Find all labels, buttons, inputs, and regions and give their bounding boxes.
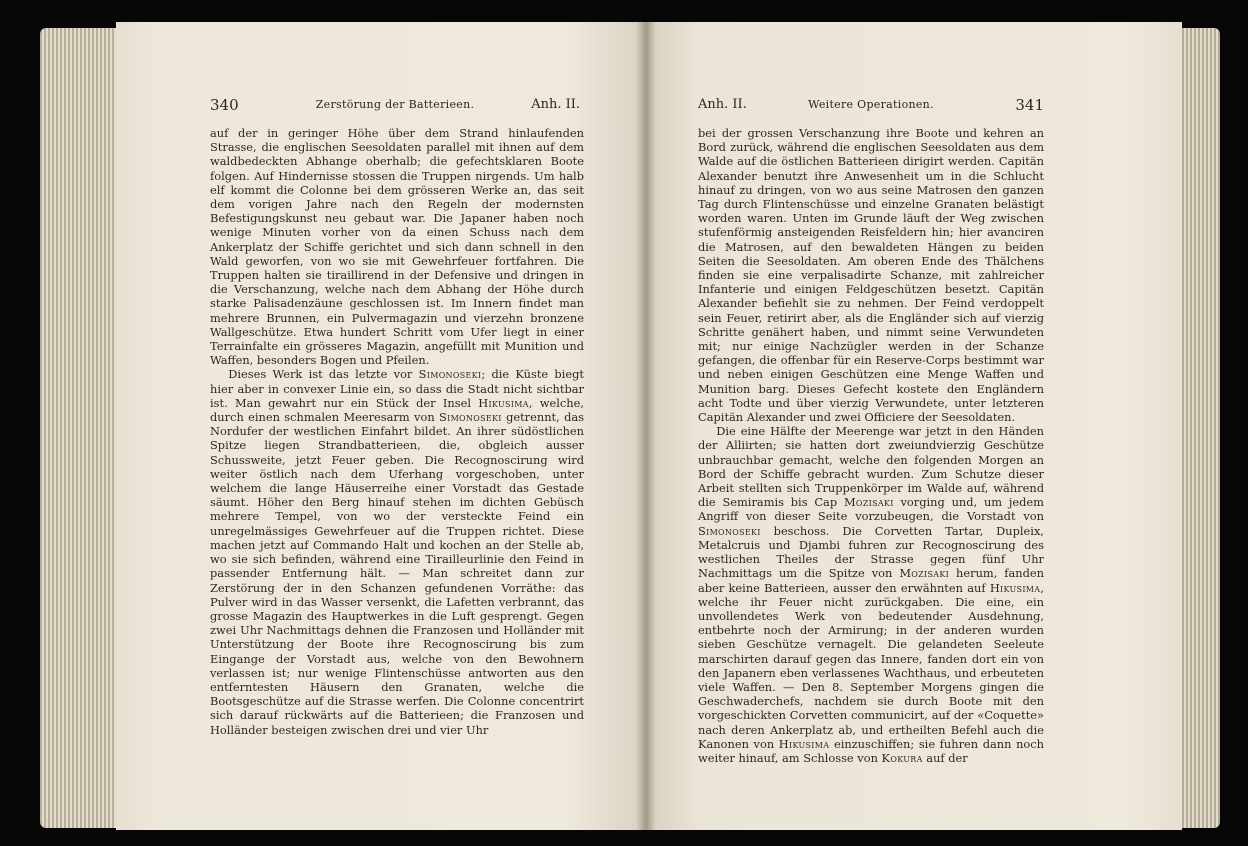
place-name: Hikusima xyxy=(989,580,1041,595)
running-title: Weitere Operationen. xyxy=(808,98,934,111)
left-page-text xyxy=(210,126,584,737)
text-run: vorging und, um jedem Angriff von dieser Seite vorzubeugen, die Vorstadt von xyxy=(698,495,1044,524)
text-run: auf der in geringer Höhe über dem Strand hinlaufenden Strasse, die englischen Seesoldaten parallel mit ihnen auf dem waldbedeckten Abhange oberhalb; die gefechtsklaren Boote folgen. Auf Hindernisse stossen die Truppen nirgends. Um halb elf kommt die Colonne bei dem grösseren Werke an, das seit dem vorigen Jahre nach den Regeln der modernsten Befestigungskunst neu gebaut war. Die Japaner haben noch wenige Minuten vorher von da einen Schuss nach dem Ankerplatz der Schiffe gerichtet und sich dann schnell in den Wald geworfen, von wo sie mit Gewehrfeuer fortfahren. Die Truppen halten sie tiraillirend in der Defensive und dringen in die Verschanzung, welche nach dem Abhang der Höhe durch starke Palisadenzäune geschlossen ist. Im Innern findet man mehrere Brunnen, ein Pulvermagazin und vierzehn bronzene Wallgeschütze. Etwa hundert Schritt vom Ufer liegt in einer Terrainfalte ein grösseres Magazin, angefüllt mit Munition und Waffen, besonders Bogen und Pfeilen. xyxy=(210,126,584,368)
running-title: Zerstörung der Batterieen. xyxy=(315,98,475,111)
text-run: beschoss. Die Corvetten Tartar, Dupleix, Metalcruis und Djambi fuhren zur Recognoscirung des westlichen Theiles der Strasse gegen fünf Uhr Nachmittags um die Spitze von xyxy=(698,523,1044,581)
left-page-header xyxy=(210,96,580,118)
text-run: , welche, durch einen schmalen Meeresarm von xyxy=(210,395,584,425)
place-name: Hikusima xyxy=(778,736,830,751)
paragraph xyxy=(210,126,584,367)
paragraph xyxy=(698,126,1044,424)
page-number: 340 xyxy=(210,96,239,114)
right-page-text xyxy=(698,126,1044,765)
book-gutter xyxy=(636,22,656,830)
text-run: Die eine Hälfte der Meerenge war jetzt in den Händen der Alliirten; sie hatten dort zweiundvierzig Geschütze unbrauchbar gemacht, welche den folgenden Morgen an Bord der Schiffe gebracht wurden. Zum Schutze dieser Arbeit stellten sich Truppenkörper im Walde auf, während die Semiramis bis Cap xyxy=(698,424,1044,510)
appendix-label: Anh. II. xyxy=(531,97,580,112)
page-number: 341 xyxy=(1015,96,1044,114)
text-run: auf der xyxy=(922,750,968,765)
right-page-header xyxy=(698,96,1044,118)
place-name: Kokura xyxy=(881,750,923,765)
text-run: Dieses Werk ist das letzte vor xyxy=(228,367,419,382)
text-run: getrennt, das Nordufer der westlichen Einfahrt bildet. An ihrer südöstlichen Spitze liegen Strandbatterieen, die, obgleich ausser Schussweite, jetzt Feuer geben. Die Recognoscirung wird weiter östlich nach dem Uferhang vorgeschoben, unter welchem die lange Häuserreihe einer Vorstadt das Gestade säumt. Höher den Berg hinauf stehen im dichten Gebüsch mehrere Tempel, von wo der versteckte Feind ein unregelmässiges Gewehrfeuer auf die Truppen richtet. Diese machen jetzt auf Commando Halt und kochen an der Stelle ab, wo sie sich befinden, während eine Tirailleurlinie den Feind in passender Entfernung hält. — Man schreitet dann zur Zerstörung der in den Schanzen gefundenen Vorräthe: das Pulver wird in das Wasser versenkt, die Lafetten verbrannt, das grosse Magazin des Hauptwerkes in die Luft gesprengt. Gegen zwei Uhr Nachmittags dehnen die Franzosen und Holländer mit Unterstützung der Boote ihre Recognoscirung bis zum Eingange der Vorstadt aus, welche von den Bewohnern verlassen ist; nur wenige Flintenschüsse antworten aus den entferntesten Häusern den Granaten, welche die Bootsgeschütze auf die Strasse werfen. Die Colonne concentrirt sich darauf rückwärts auf die Batterieen; die Franzosen und Holländer besteigen zwischen drei und vier Uhr xyxy=(210,410,585,737)
text-run: einzuschiffen; sie fuhren dann noch weiter hinauf, am Schlosse von xyxy=(698,736,1044,765)
text-run: ; die Küste biegt hier aber in convexer Linie ein, so dass die Stadt nicht sichtbar ist. Man gewahrt nur ein Stück der Insel xyxy=(210,367,584,410)
place-name: Mozisaki xyxy=(843,495,894,510)
place-name: Simonoseki xyxy=(418,367,482,382)
paragraph xyxy=(698,424,1044,765)
paragraph xyxy=(210,367,584,736)
place-name: Mozisaki xyxy=(899,566,950,581)
page-edges-left xyxy=(40,28,120,828)
place-name: Simonoseki xyxy=(439,410,502,425)
appendix-label: Anh. II. xyxy=(698,97,747,112)
text-run: herum, fanden aber keine Batterieen, ausser den erwähnten auf xyxy=(698,566,1044,595)
place-name: Hikusima xyxy=(478,395,529,410)
text-run: bei der grossen Verschanzung ihre Boote und kehren an Bord zurück, während die englischen Seesoldaten aus dem Walde auf die östlichen Batterieen dirigirt werden. Capitän Alexander benutzt ihre Anwesenheit um in die Schlucht hinauf zu dringen, von wo aus seine Matrosen den ganzen Tag durch Flintenschüsse und einzelne Granaten belästigt worden waren. Unten im Grunde läuft der Weg zwischen stufenförmig ansteigenden Reisfeldern hin; hier avanciren die Matrosen, auf den bewaldeten Hängen zu beiden Seiten die Seesoldaten. Am oberen Ende des Thälchens finden sie eine verpalisadirte Schanze, mit zahlreicher Infanterie und einigen Feldgeschützen besetzt. Capitän Alexander befiehlt sie zu nehmen. Der Feind verdoppelt sein Feuer, retirirt aber, als die Engländer sich auf vierzig Schritte genähert haben, und nimmt seine Verwundeten mit; nur einige Nachzügler werden in der Schanze gefangen, die offenbar für ein Reserve-Corps bestimmt war und neben einigen Geschützen eine Menge Waffen und Munition barg. Dieses Gefecht kostete den Engländern acht Todte und über vierzig Verwundete, unter letzteren Capitän Alexander und zwei Officiere der Seesoldaten. xyxy=(698,126,1044,425)
text-run: , welche ihr Feuer nicht zurückgaben. Die eine, ein unvollendetes Werk von bedeutender Ausdehnung, entbehrte noch der Armirung; in der anderen wurden sieben Geschütze vernagelt. Die gelandeten Seeleute marschirten darauf gegen das Innere, fanden dort ein von den Japanern eben verlassenes Wachthaus, und erbeuteten viele Waffen. — Den 8. September Morgens gingen die Geschwaderchefs, nachdem sie durch Boote mit den vorgeschickten Corvetten communicirt, auf der «Coquette» nach deren Ankerplatz ab, und ertheilten Befehl auch die Kanonen von xyxy=(698,580,1044,751)
place-name: Simonoseki xyxy=(698,523,761,538)
